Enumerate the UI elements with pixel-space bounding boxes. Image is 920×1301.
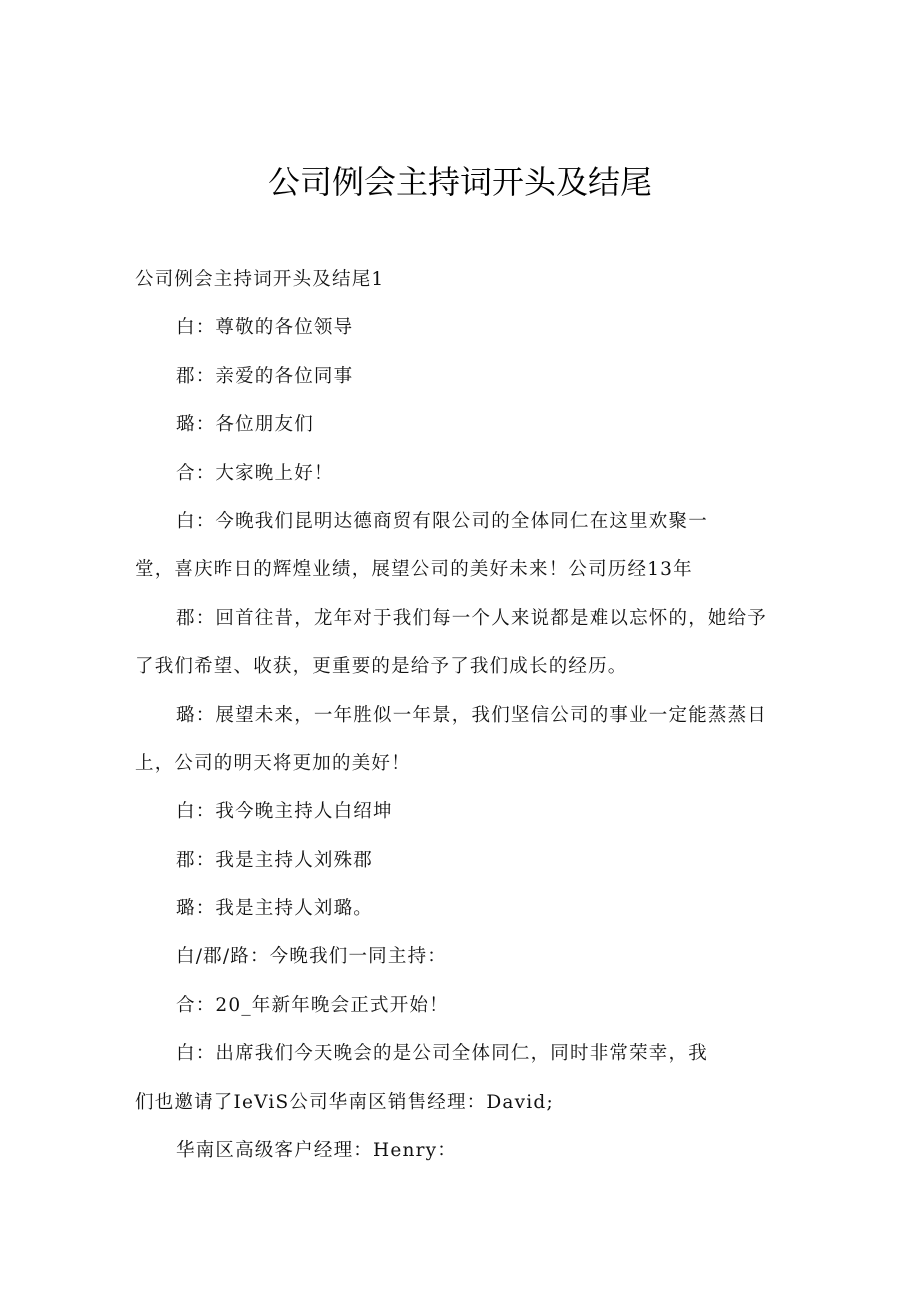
document-body <box>135 256 795 1175</box>
paragraph-line: 们也邀请了IeViS公司华南区销售经理：David; <box>135 1091 554 1113</box>
paragraph-line: 白/郡/路：今晚我们一同主持： <box>176 946 447 968</box>
paragraph-line: 璐：各位朋友们 <box>176 414 314 436</box>
paragraph-line: 合：20_年新年晚会正式开始！ <box>176 994 449 1016</box>
paragraph-line: 白：今晚我们昆明达德商贸有限公司的全体同仁在这里欢聚一 <box>176 510 708 532</box>
paragraph-line: 郡：我是主持人刘殊郡 <box>176 849 374 871</box>
paragraph-line: 璐：我是主持人刘璐。 <box>176 898 374 920</box>
paragraph-line: 了我们希望、收获，更重要的是给予了我们成长的经历。 <box>135 656 628 678</box>
paragraph-line: 璐：展望未来，一年胜似一年景，我们坚信公司的事业一定能蒸蒸日 <box>176 704 768 726</box>
paragraph-line: 公司例会主持词开头及结尾1 <box>135 269 385 290</box>
paragraph-line: 郡：亲爱的各位同事 <box>176 365 354 387</box>
paragraph-line: 白：出席我们今天晚会的是公司全体同仁，同时非常荣幸，我 <box>176 1043 708 1065</box>
paragraph-line: 上，公司的明天将更加的美好！ <box>135 752 411 774</box>
paragraph-line: 堂，喜庆昨日的辉煌业绩，展望公司的美好未来！公司历经13年 <box>135 559 693 581</box>
paragraph-line: 郡：回首往昔，龙年对于我们每一个人来说都是难以忘怀的，她给予 <box>176 607 768 629</box>
paragraph-line: 白：尊敬的各位领导 <box>176 317 354 339</box>
paragraph-line: 白：我今晚主持人白绍坤 <box>176 801 393 823</box>
paragraph-line: 合：大家晚上好！ <box>176 462 334 484</box>
paragraph-line: 华南区高级客户经理：Henry： <box>176 1140 457 1162</box>
document-title: 公司例会主持词开头及结尾 <box>267 163 652 201</box>
